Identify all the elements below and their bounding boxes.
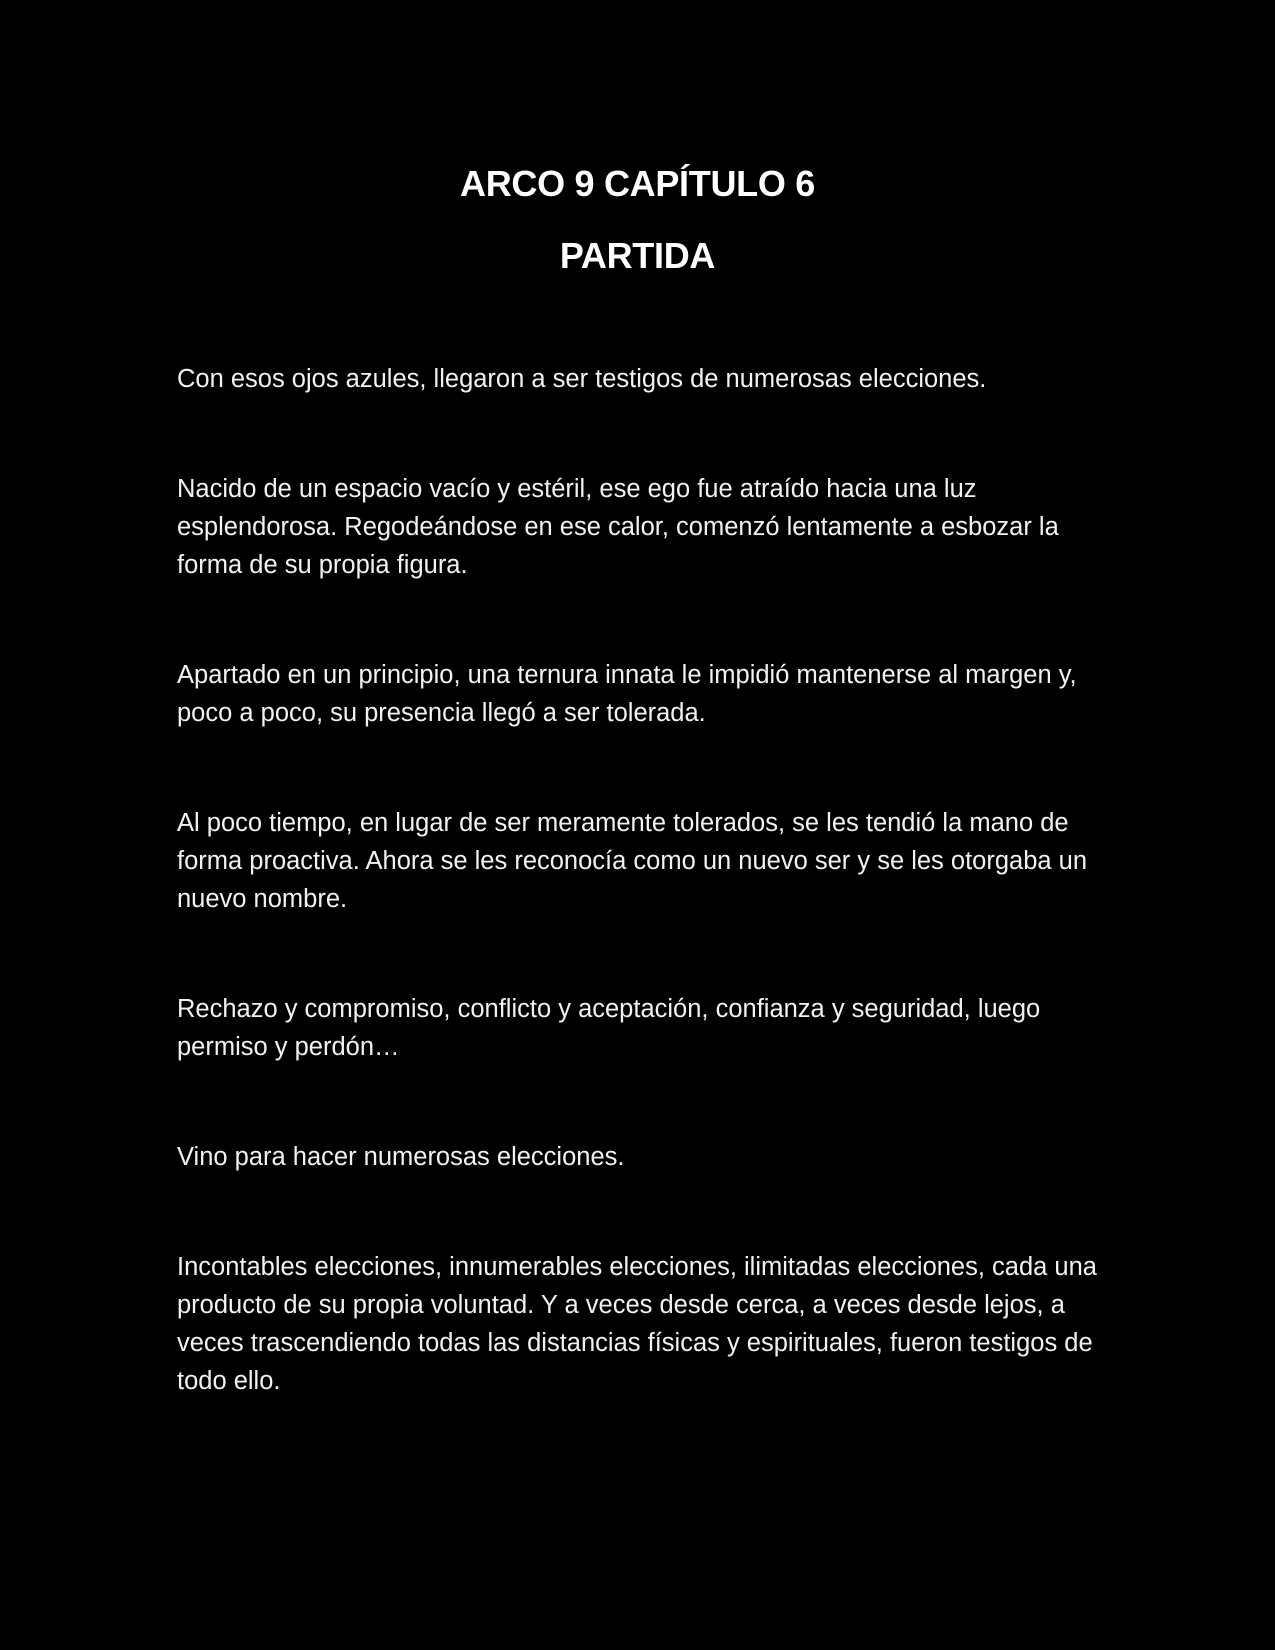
- chapter-number: ARCO 9 CAPÍTULO 6: [460, 163, 815, 204]
- chapter-header: [0, 148, 1275, 292]
- chapter-body: [177, 360, 1097, 1472]
- paragraph: Con esos ojos azules, llegaron a ser testigos de numerosas elecciones.: [177, 365, 987, 393]
- paragraph: Vino para hacer numerosas elecciones.: [177, 1143, 625, 1171]
- paragraph: Al poco tiempo, en lugar de ser meramente tolerados, se les tendió la mano de forma proactiva. Ahora se les reconocía como un nuevo ser y se les otorgaba un nuevo nombre.: [177, 809, 1088, 913]
- paragraph: Rechazo y compromiso, conflicto y aceptación, confianza y seguridad, luego permiso y perdón…: [177, 995, 1041, 1061]
- chapter-title: PARTIDA: [559, 235, 716, 276]
- paragraph: Nacido de un espacio vacío y estéril, ese ego fue atraído hacia una luz esplendorosa. Regodeándose en ese calor, comenzó lentamente a esbozar la forma de su propia figura.: [177, 475, 1059, 579]
- paragraph: Apartado en un principio, una ternura innata le impidió mantenerse al margen y, poco a poco, su presencia llegó a ser tolerada.: [177, 661, 1077, 727]
- paragraph: Incontables elecciones, innumerables elecciones, ilimitadas elecciones, cada una producto de su propia voluntad. Y a veces desde cerca, a veces desde lejos, a veces trascendiendo todas las distancias físicas y espirituales, fueron testigos de todo ello.: [177, 1253, 1097, 1395]
